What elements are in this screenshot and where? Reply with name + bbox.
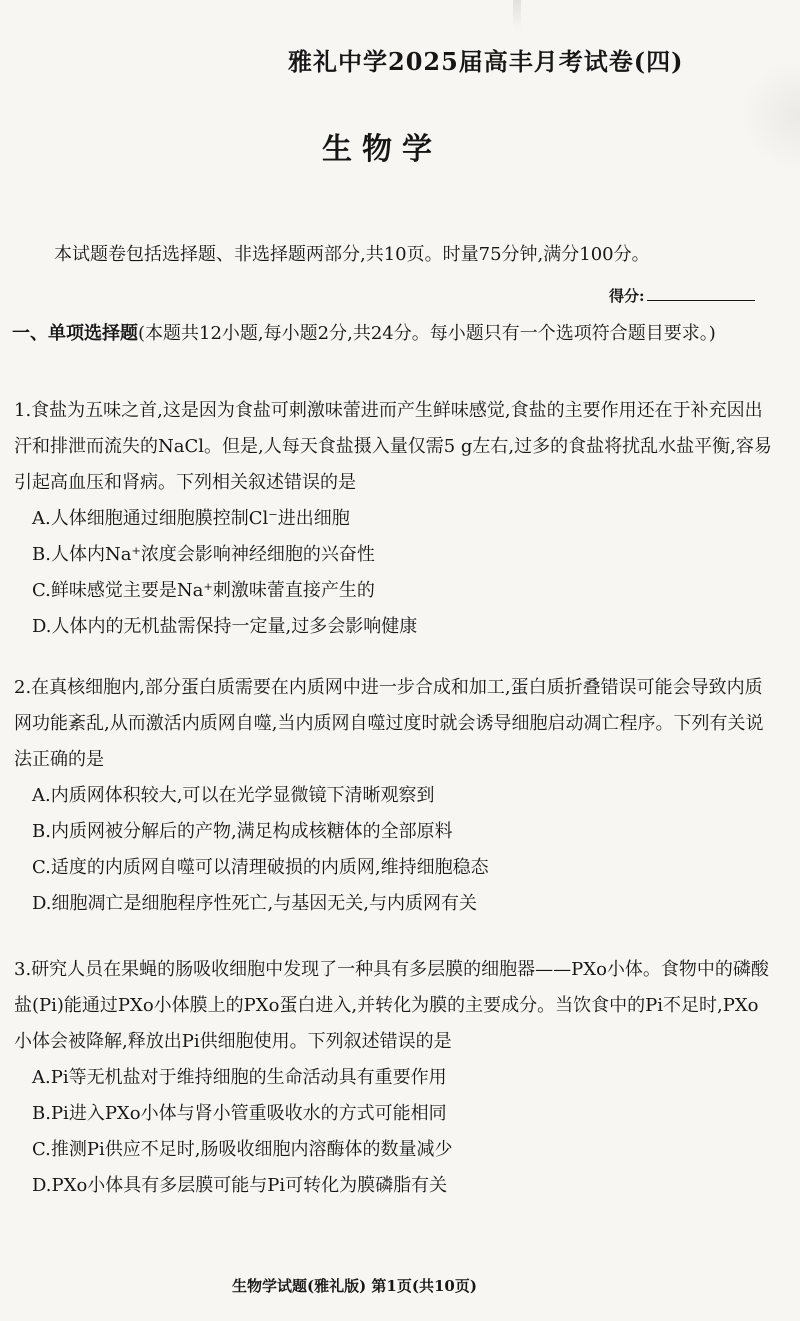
- option-d: D.人体内的无机盐需保持一定量,过多会影响健康: [32, 616, 418, 637]
- option-c: C.适度的内质网自噬可以清理破损的内质网,维持细胞稳态: [32, 857, 489, 878]
- exam-instructions: 本试题卷包括选择题、非选择题两部分,共10页。时量75分钟,满分100分。: [54, 244, 650, 265]
- score-blank[interactable]: [647, 286, 755, 301]
- scan-mark: [513, 0, 521, 30]
- question-stem: 2.在真核细胞内,部分蛋白质需要在内质网中进一步合成和加工,蛋白质折叠错误可能会导致内质网功能紊乱,从而激活内质网自噬,当内质网自噬过度时就会诱导细胞启动凋亡程序。下列有关说法正确的是: [14, 677, 764, 770]
- option-d: D.细胞凋亡是细胞程序性死亡,与基因无关,与内质网有关: [32, 893, 477, 914]
- option-b: B.Pi进入PXo小体与肾小管重吸收水的方式可能相同: [32, 1103, 447, 1124]
- page-footer: 生物学试题(雅礼版) 第1页(共10页): [232, 1277, 477, 1295]
- question-3: [14, 952, 776, 1204]
- question-2: [14, 670, 776, 922]
- option-d: D.PXo小体具有多层膜可能与Pi可转化为膜磷脂有关: [32, 1175, 448, 1196]
- option-b: B.内质网被分解后的产物,满足构成核糖体的全部原料: [32, 821, 453, 842]
- score-label: 得分:: [609, 287, 645, 305]
- section-label: 一、单项选择题: [12, 323, 138, 344]
- question-stem: 3.研究人员在果蝇的肠吸收细胞中发现了一种具有多层膜的细胞器——PXo小体。食物中的磷酸盐(Pi)能通过PXo小体膜上的PXo蛋白进入,并转化为膜的主要成分。当饮食中的Pi不足时,PXo小体会被降解,释放出Pi供细胞使用。下列叙述错误的是: [14, 959, 769, 1052]
- option-a: A.Pi等无机盐对于维持细胞的生命活动具有重要作用: [32, 1067, 447, 1088]
- score-field: [609, 285, 755, 306]
- scan-shadow: [740, 60, 800, 170]
- question-1: [14, 393, 776, 645]
- option-c: C.鲜味感觉主要是Na⁺刺激味蕾直接产生的: [32, 580, 375, 601]
- question-stem: 1.食盐为五味之首,这是因为食盐可刺激味蕾进而产生鲜味感觉,食盐的主要作用还在于补充因出汗和排泄而流失的NaCl。但是,人每天食盐摄入量仅需5 g左右,过多的食盐将扰乱水盐平衡,容易引起高血压和肾病。下列相关叙述错误的是: [14, 400, 772, 493]
- section-note: (本题共12小题,每小题2分,共24分。每小题只有一个选项符合题目要求。): [138, 323, 716, 344]
- option-a: A.内质网体积较大,可以在光学显微镜下清晰观察到: [32, 785, 435, 806]
- option-c: C.推测Pi供应不足时,肠吸收细胞内溶酶体的数量减少: [32, 1139, 453, 1160]
- section-heading: [12, 316, 772, 352]
- option-a: A.人体细胞通过细胞膜控制Cl⁻进出细胞: [32, 508, 350, 529]
- subject-title: 生物学: [322, 132, 442, 167]
- exam-title: 雅礼中学2025届高丰月考试卷(四): [288, 47, 684, 76]
- option-b: B.人体内Na⁺浓度会影响神经细胞的兴奋性: [32, 544, 375, 565]
